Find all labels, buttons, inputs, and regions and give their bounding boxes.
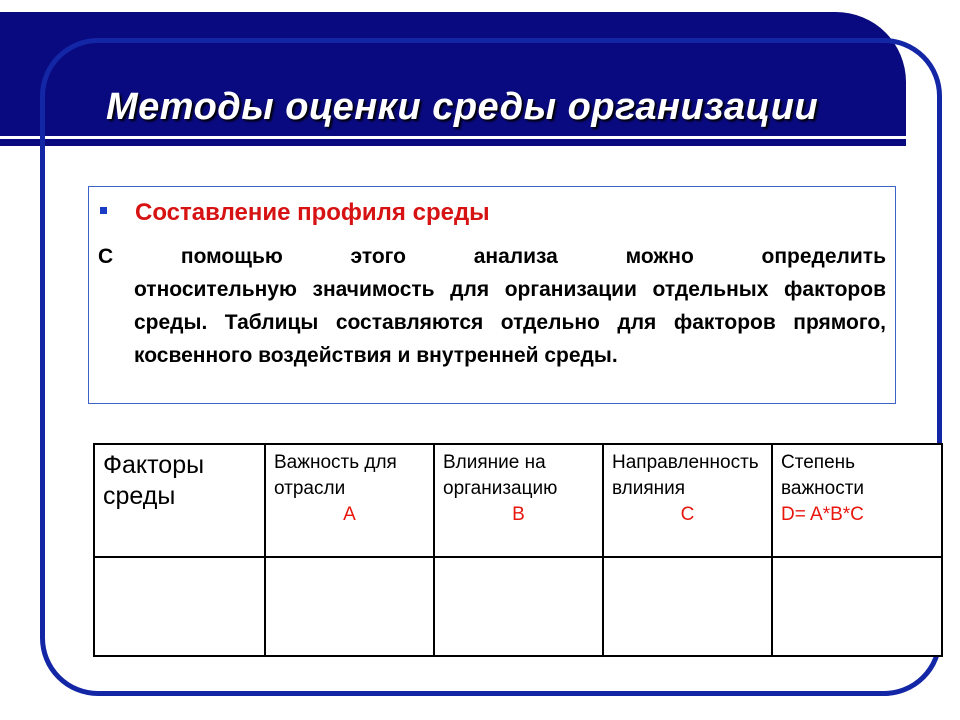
table-cell: [434, 557, 603, 656]
table-cell: [94, 557, 265, 656]
table-row: [94, 557, 942, 656]
header-cell-degree: [772, 444, 942, 557]
header-direction-label: Направленность влияния: [612, 452, 759, 499]
table-cell: [603, 557, 772, 656]
header-degree-formula: D= A*B*C: [781, 504, 864, 525]
header-direction-letter: C: [680, 504, 695, 525]
table-header-row: [94, 444, 942, 557]
header-factors-label: Факторы среды: [103, 451, 205, 510]
table-cell: [772, 557, 942, 656]
paragraph-body: относительную значимость для организации отдельных факторов среды. Таблицы составляются отдельно для факторов прямого, косвенного воздействия и внутренней среды.: [134, 278, 886, 367]
header-cell-factors: [94, 444, 265, 557]
header-degree-label: Степень важности: [781, 452, 865, 499]
header-importance-letter: A: [343, 504, 356, 525]
header-influence-letter: B: [512, 504, 525, 525]
factors-table: [93, 443, 943, 657]
header-cell-importance: [265, 444, 434, 557]
header-influence-label: Влияние на организацию: [443, 452, 558, 499]
table-cell: [265, 557, 434, 656]
header-cell-influence: [434, 444, 603, 557]
paragraph-first-line: С помощью этого анализа можно определить: [98, 245, 886, 268]
slide-title: Методы оценки среды организации: [106, 86, 819, 128]
bullet-square-icon: [100, 207, 107, 214]
header-importance-label: Важность для отрасли: [274, 452, 397, 499]
header-cell-direction: [603, 444, 772, 557]
section-heading: Составление профиля среды: [135, 199, 490, 226]
